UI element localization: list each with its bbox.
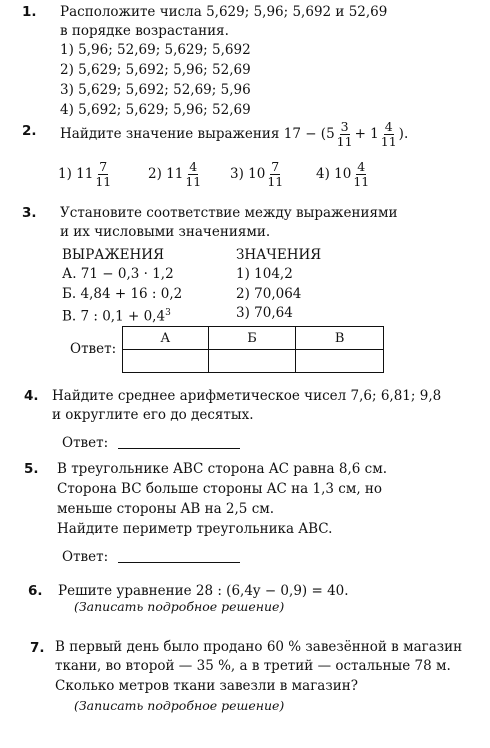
q2-o2-den: 11 xyxy=(185,173,202,189)
q2-f2-denominator: 11 xyxy=(380,133,397,149)
q2-f2-numerator: 4 xyxy=(384,118,393,134)
q2-option-3-fraction xyxy=(266,160,284,189)
q4-answer-line[interactable] xyxy=(118,448,240,449)
q5-text-line3: меньше стороны AB на 2,5 см. xyxy=(57,501,275,517)
q2-o1-num: 7 xyxy=(99,158,108,174)
q1-option-4[interactable]: 4) 5,692; 5,629; 5,96; 52,69 xyxy=(60,102,251,118)
q1-text-line2: в порядке возрастания. xyxy=(60,23,229,39)
q1-option-1[interactable]: 1) 5,96; 52,69; 5,629; 5,692 xyxy=(60,42,251,58)
q3-text-line1: Установите соответствие между выражениями xyxy=(60,205,398,221)
q4-answer-label: Ответ: xyxy=(62,435,109,451)
q3-col-c: В xyxy=(296,327,384,350)
q1-option-3[interactable]: 3) 5,629; 5,692; 52,69; 5,96 xyxy=(60,82,251,98)
q2-o1-den: 11 xyxy=(95,173,112,189)
q3-expr-b: Б. 4,84 + 16 : 0,2 xyxy=(62,286,183,302)
q2-prompt-text: Найдите значение выражения 17 − (5 xyxy=(60,126,335,142)
q2-option-4-whole: 4) 10 xyxy=(316,166,352,182)
q5-text-line2: Сторона BC больше стороны AC на 1,3 см, но xyxy=(57,481,383,497)
q2-option-2-whole: 2) 11 xyxy=(148,166,184,182)
q2-o4-den: 11 xyxy=(353,173,370,189)
q4-number: 4. xyxy=(24,388,39,404)
q2-end: ). xyxy=(398,126,409,142)
q2-option-2[interactable] xyxy=(148,156,203,192)
q7-text-line2: ткани, во второй — 35 %, а в третий — остальные 78 м. xyxy=(55,658,451,674)
q3-text-line2: и их числовыми значениями. xyxy=(60,224,271,240)
q2-o3-num: 7 xyxy=(271,158,280,174)
q2-option-4[interactable] xyxy=(316,156,371,192)
q5-answer-line[interactable] xyxy=(118,562,240,563)
q7-number: 7. xyxy=(30,640,45,656)
q4-text-line1: Найдите среднее арифметическое чисел 7,6; 6,81; 9,8 xyxy=(52,388,442,404)
q6-hint: (Записать подробное решение) xyxy=(74,599,285,614)
q6-text-line1: Решите уравнение 28 : (6,4y − 0,9) = 40. xyxy=(58,583,349,599)
q3-value-1: 1) 104,2 xyxy=(236,266,293,282)
q2-plus-part: + 1 xyxy=(354,126,379,142)
q7-text-line3: Сколько метров ткани завезли в магазин? xyxy=(55,678,358,694)
q2-f1-numerator: 3 xyxy=(340,118,349,134)
q2-fraction-1 xyxy=(336,120,354,149)
q2-o3-den: 11 xyxy=(267,173,284,189)
q3-header-expressions: ВЫРАЖЕНИЯ xyxy=(62,247,164,263)
q2-f1-denominator: 11 xyxy=(336,133,353,149)
q2-number: 2. xyxy=(22,123,37,139)
q7-text-line1: В первый день было продано 60 % завезённой в магазин xyxy=(55,639,463,655)
q2-o2-num: 4 xyxy=(189,158,198,174)
q1-number: 1. xyxy=(22,4,37,20)
q5-text-line4: Найдите периметр треугольника ABC. xyxy=(57,521,333,537)
q5-answer-label: Ответ: xyxy=(62,549,109,565)
q3-expr-c xyxy=(62,304,171,326)
q2-o4-num: 4 xyxy=(357,158,366,174)
q3-answer-cell-c[interactable] xyxy=(296,350,384,373)
q3-expr-c-exponent: 3 xyxy=(165,308,171,318)
q2-option-1-whole: 1) 11 xyxy=(58,166,94,182)
q4-text-line2: и округлите его до десятых. xyxy=(52,407,254,423)
q2-fraction-2 xyxy=(380,120,398,149)
q2-option-3-whole: 3) 10 xyxy=(230,166,266,182)
q3-expr-c-text: В. 7 : 0,1 + 0,4 xyxy=(62,308,166,325)
q3-answer-table xyxy=(122,326,384,373)
q3-header-values: ЗНАЧЕНИЯ xyxy=(236,247,322,263)
q3-col-a: А xyxy=(123,327,209,350)
q3-answer-cell-b[interactable] xyxy=(208,350,296,373)
q3-number: 3. xyxy=(22,205,37,221)
q1-option-2[interactable]: 2) 5,629; 5,692; 5,96; 52,69 xyxy=(60,62,251,78)
q1-text-line1: Расположите числа 5,629; 5,96; 5,692 и 52,69 xyxy=(60,4,388,20)
q7-hint: (Записать подробное решение) xyxy=(74,698,285,713)
q2-option-4-fraction xyxy=(352,160,370,189)
q3-value-3: 3) 70,64 xyxy=(236,305,293,321)
q3-value-2: 2) 70,064 xyxy=(236,286,302,302)
q6-number: 6. xyxy=(28,583,43,599)
q2-option-1-fraction xyxy=(94,160,112,189)
q5-number: 5. xyxy=(24,461,39,477)
q2-option-3[interactable] xyxy=(230,156,285,192)
q2-option-1[interactable] xyxy=(58,156,113,192)
q5-text-line1: В треугольнике ABC сторона AC равна 8,6 см. xyxy=(57,461,388,477)
q2-option-2-fraction xyxy=(184,160,202,189)
q2-prompt xyxy=(60,116,408,152)
q3-col-b: Б xyxy=(208,327,296,350)
q3-answer-cell-a[interactable] xyxy=(123,350,209,373)
q3-answer-label: Ответ: xyxy=(70,341,117,357)
q3-expr-a: А. 71 − 0,3 · 1,2 xyxy=(62,266,174,282)
